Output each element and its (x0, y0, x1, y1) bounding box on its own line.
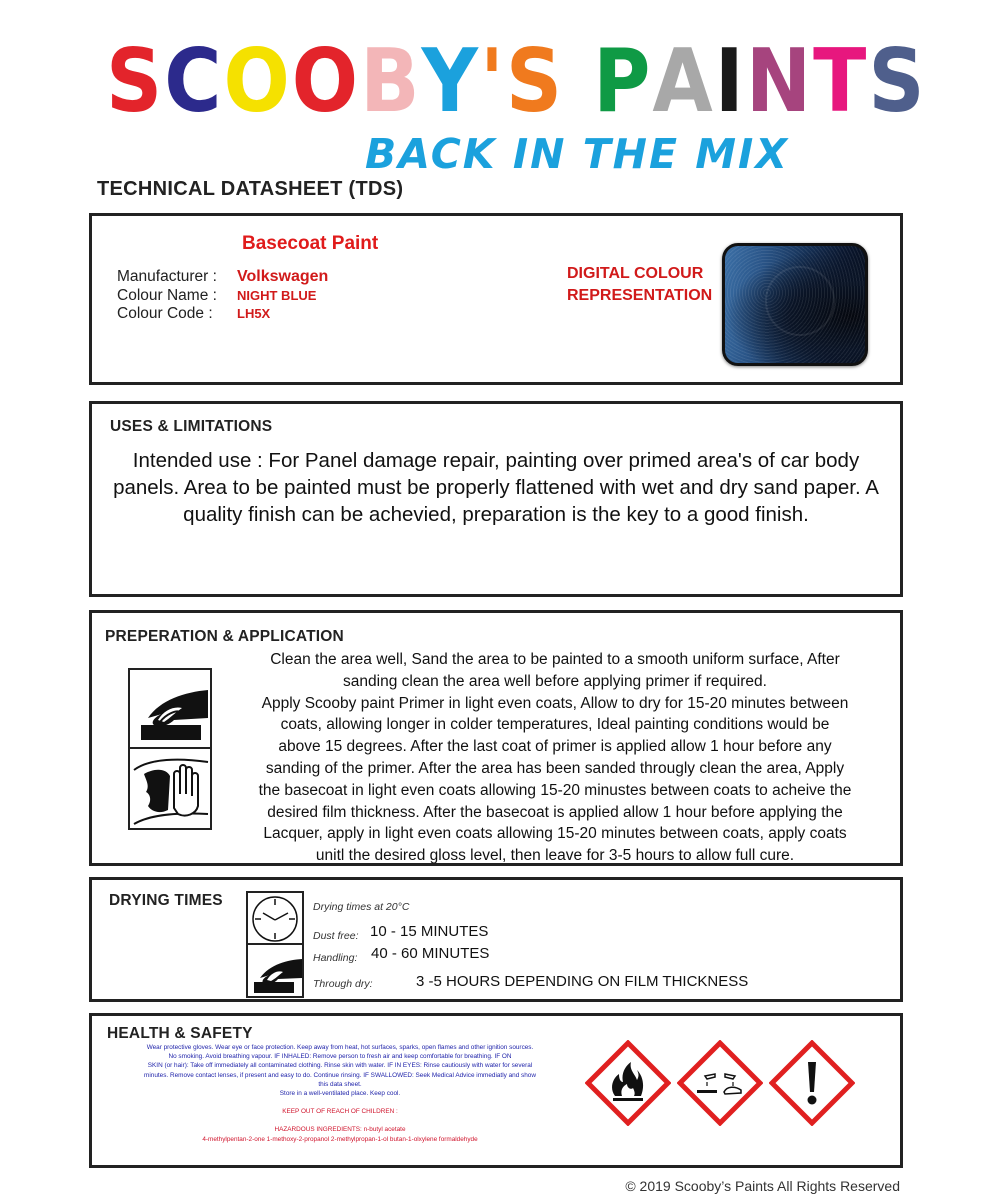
drying-label: Through dry: (313, 978, 373, 990)
digital-label-line: REPRESENTATION (567, 287, 713, 304)
logo-letter: N (745, 31, 814, 133)
flammable-icon (585, 1040, 671, 1126)
prep-line: unitl the desired gloss level, then leave for 3-5 hours to allow full cure. (315, 847, 795, 865)
uses-text: Intended use : For Panel damage repair, painting over primed area's of car body panels. Area to be painted must be properly flattened with wet and dry sand paper. A quality finish can be achevied, preparation is the key to a good finish. (113, 449, 879, 526)
prep-line: Apply Scooby paint Primer in light even coats, Allow to dry for 15-20 minutes between (261, 694, 849, 712)
spec-label: Colour Name : (117, 287, 217, 304)
prep-line: Lacquer, apply in light even coats allowing 15-20 minutes between coats, apply coats (263, 825, 847, 843)
drying-times-box (89, 877, 903, 1002)
watermark-icon (765, 266, 835, 336)
section-heading: PREPERATION & APPLICATION (105, 628, 344, 645)
corrosive-icon (677, 1040, 763, 1126)
prep-icons (128, 668, 212, 830)
logo-letter: S (106, 31, 165, 133)
spec-manufacturer (117, 268, 328, 286)
logo-letter: C (164, 31, 224, 133)
drying-label: Handling: (313, 952, 358, 964)
digital-label-line: DIGITAL COLOUR (567, 265, 704, 282)
logo-letter: P (593, 31, 653, 133)
spec-label: Colour Code : (117, 305, 213, 322)
hazardous-ingredients-list: 4-methylpentan-2-one 1-methoxy-2-propanol 2-methylpropan-1-ol butan-1-olxylene formaldehyde (202, 1135, 478, 1143)
health-line: Wear protective gloves. Wear eye or face protection. Keep away from heat, hot surfaces, sparks, open flames and other ignition sources. (146, 1044, 534, 1051)
hazardous-ingredients: HAZARDOUS INGREDIENTS: n-butyl acetate (274, 1126, 406, 1134)
prep-instructions (220, 649, 890, 867)
digital-colour-label (567, 263, 712, 307)
logo-letter: ' (480, 31, 506, 133)
health-line: Store in a well-ventilated place. Keep cool. (279, 1090, 401, 1098)
colour-swatch (722, 243, 868, 366)
drying-label: Dust free: (313, 930, 359, 942)
logo-letter: O (223, 31, 292, 133)
logo-subtitle: BACK IN THE MIX (365, 130, 789, 178)
section-heading: HEALTH & SAFETY (107, 1025, 253, 1042)
hand-touch-icon (248, 946, 302, 998)
spec-value: Volkswagen (237, 268, 329, 285)
logo-title (106, 31, 927, 133)
prep-line: Clean the area well, Sand the area to be painted to a smooth uniform surface, After (270, 651, 840, 668)
logo-letter: B (360, 31, 422, 133)
drying-caption: Drying times at 20°C (313, 901, 410, 913)
respirator-spray-icon (130, 750, 210, 829)
drying-icons (246, 891, 304, 998)
drying-row-through-dry (313, 973, 749, 992)
logo-letter: Y (421, 31, 480, 133)
keep-out-notice: KEEP OUT OF REACH OF CHILDREN : (282, 1108, 398, 1116)
product-info-box (89, 213, 903, 385)
brand-logo (100, 30, 927, 180)
spec-value: NIGHT BLUE (237, 288, 317, 303)
prep-line: sanding clean the area well before applying primer if required. (343, 672, 767, 690)
product-type: Basecoat Paint (242, 233, 379, 254)
logo-letter: I (714, 31, 746, 133)
logo-letter: T (813, 31, 869, 133)
prep-line: the basecoat in light even coats allowing 15-20 minustes between coats to acheive the (258, 781, 852, 799)
health-line: SKIN (or hair): Take off immediately all contaminated clothing. Rinse skin with water. IF IN EYES: Rinse cautiously with water for several (147, 1062, 533, 1070)
prep-line: coats, allowing longer in colder temperatures, Ideal painting conditions would be (280, 716, 830, 734)
sanding-hand-icon (130, 670, 210, 749)
logo-letter: A (652, 31, 715, 133)
document-title: TECHNICAL DATASHEET (TDS) (97, 178, 404, 200)
health-line: No smoking. Avoid breathing vapour. IF INHALED: Remove person to fresh air and keep comfortable for breathing. IF ON (168, 1053, 512, 1061)
logo-letter (564, 38, 593, 125)
drying-row-handling (313, 945, 490, 966)
logo-letter: O (291, 31, 361, 133)
drying-value: 40 - 60 MINUTES (371, 945, 490, 962)
health-text (120, 1043, 560, 1144)
prep-line: sanding of the primer. After the area has been sanded througly clean the area, Apply (265, 759, 845, 777)
prep-line: desired film thickness. After the basecoat is applied allow 1 hour before applying the (267, 803, 843, 821)
logo-letter: S (505, 31, 565, 133)
uses-limitations-box (89, 401, 903, 597)
logo-letter: S (868, 31, 927, 133)
exclamation-icon (769, 1040, 855, 1126)
health-line: minutes. Remove contact lenses, if present and easy to do. Continue rinsing. IF SWALLOWED: Seek Medical Advice immediatly and show (144, 1071, 536, 1079)
drying-value: 3 -5 HOURS DEPENDING ON FILM THICKNESS (416, 973, 749, 990)
spec-colour-code (117, 305, 270, 323)
section-heading: USES & LIMITATIONS (110, 418, 273, 435)
section-heading: DRYING TIMES (109, 892, 223, 909)
drying-row-dust-free (313, 923, 489, 944)
spec-value: LH5X (237, 306, 271, 321)
spec-colour-name (117, 287, 316, 305)
copyright-notice: © 2019 Scooby’s Paints All Rights Reserved (625, 1178, 900, 1194)
clock-icon (248, 893, 302, 945)
preparation-box (89, 610, 903, 866)
spec-label: Manufacturer : (117, 268, 217, 285)
drying-value: 10 - 15 MINUTES (370, 923, 489, 940)
health-safety-box (89, 1013, 903, 1168)
health-line: this data sheet. (318, 1080, 362, 1088)
prep-line: above 15 degrees. After the last coat of primer is applied allow 1 hour before any (278, 738, 832, 756)
